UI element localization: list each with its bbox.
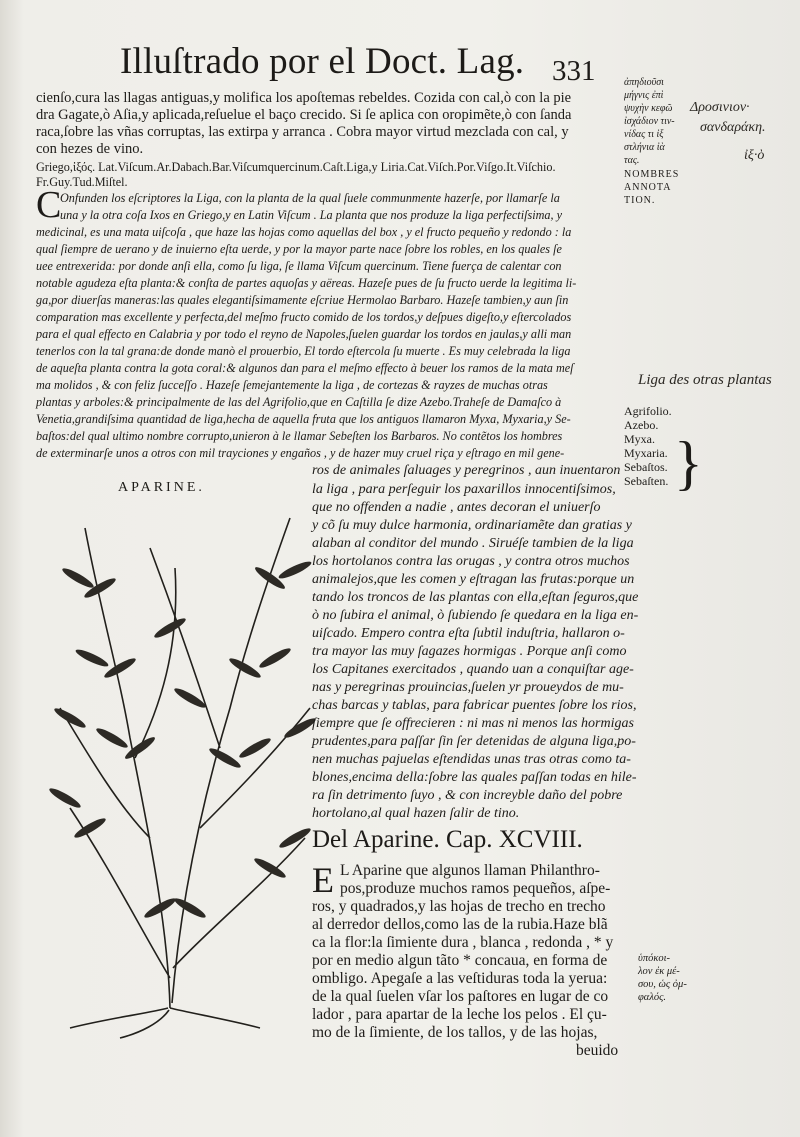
annotation-line: uee entrexerida: por donde anſi ella, como ſu liga, ſe llama Viſcum quercinum. Tiene fuerça de calentar con [36,259,562,273]
margin-annotation-label: NOMBRES ANNOTA TION. [624,169,680,206]
wrap-line: prudentes,para paſſar ſin ſer detenidas de alguna liga,po- [312,734,636,749]
chapter-line: al derredor dellos,como las de la rubia.Haze blã [312,916,608,933]
margin-greek-top: ἀπηδιοῦσι μήγνις ἐπὶ ψυχὴν κεφῶ ἰσχάδιον τιν- νίδας τι ἰξ στλήνια ἰὰ τας. [624,77,675,166]
margin-synonym: Sebaſten. [624,474,669,488]
wrap-line: alaban al conditor del mundo . Siruéſe tambien de la liga [312,536,634,551]
chapter-line: por en medio algun tãto * concaua, en forma de [312,952,608,969]
margin-synonym: Azebo. [624,418,659,432]
names-line: Griego,ἰξός. Lat.Viſcum.Ar.Dabach.Bar.Viſcumquercinum.Caſt.Liga,y Liria.Cat.Viſch.Por.Viſgo.It.Viſchio. [36,160,556,174]
handwritten-note: ἰξ·ὸ [744,148,765,163]
page-number: 331 [552,55,596,87]
annotation-line: para el qual effecto en Calabria y por todo el reyno de Napoles,ſuelen guardar los tordos en jaulas,y alli man [36,327,572,341]
annotation-line: Onfunden los eſcriptores la Liga, con la planta de la qual ſuele communmente hazerſe, por llamarſe la [60,191,560,205]
annotation-line: baſtos:del qual ultimo nombre corrupto,unieron à le llamar Sebeſten los Barbaros. No contẽtos los hombres [36,429,563,443]
wrap-line: uiſcado. Empero contra eſta ſubtil induſtria, hallaron o- [312,626,625,641]
wrap-line: nas y peregrinas prouincias,ſuelen yr proueydos de mu- [312,680,624,695]
handwritten-note: Liga des otras plantas [638,372,772,388]
annotation-line: ga,por diuerſas maneras:las quales elegantiſsimamente eſcriue Hermolao Barbaro. Hazeſe tambien,y aun ſin [36,293,569,307]
chapter-line: lador , para apartar de la leche los pelos . El çu- [312,1006,607,1023]
margin-synonym: Sebaſtos. [624,460,668,474]
names-line: Fr.Guy.Tud.Miſtel. [36,175,128,189]
wrap-line: ò no ſubira el animal, ò ſubiendo ſe quedara en la liga en- [312,608,639,623]
handwritten-note: Δροσινιον· [690,100,750,115]
annotation-line: notable agudeza eſta planta:& conſta de partes aquoſas y aëreas. Hazeſe pues de ſu fructo uerde la legitima li- [36,276,577,290]
annotation-line: comparation mas excellente y perfecta,del meſmo fructo comido de los tordos,y deſpues digeſto,y eſtercolados [36,310,572,324]
annotation-line: una y la otra coſa Ixos en Griego,y en Latin Viſcum . La planta que nos produze la liga perfectiſsima, y [60,208,562,222]
wrap-line: nen muchas pajuelas eſtendidas unas tras otras como ta- [312,752,631,767]
chapter-line: ros, y quadrados,y las hojas de trecho en trecho [312,898,606,915]
annotation-line: medicinal, es una mata uiſcoſa , que haze las hojas como aquellas del box , y el fructo pequeño y redondo : la [36,225,572,239]
margin-greek-bottom: ὑπόκοι- λον ἐκ μέ- σου, ὡς ὀμ- φαλός. [638,953,687,1003]
chapter-line: L Aparine que algunos llaman Philanthro- [340,862,600,879]
brace-mark: } [674,430,703,496]
wrap-line: ſiempre que ſe offrecieren : ni mas ni menos las hormigas [312,716,634,731]
margin-synonym: Agrifolio. [624,404,672,418]
wrap-line: los Capitanes exercitados , quando uan a conquiſtar age- [312,662,634,677]
annotation-line: Venetia,grandiſsima quantidad de liga,hecha de aquella fruta que los antiguos llamaron Myxa, Myxaria,y Se- [36,412,571,426]
chapter-line: ca la flor:la ſimiente dura , blanca , redonda , * y [312,934,614,951]
chapter-line: mo de la ſimiente, de los tallos, y de las hojas, [312,1024,598,1041]
chapter-drop-cap: E [312,860,334,900]
annotation-line: de exterminarſe unos a otros con mil trayciones y engaños , y de hazer muy cruel riça y eſtrago en mil gene- [36,446,565,460]
wrap-line: hortolano,al qual hazen ſalir de tino. [312,806,520,821]
body-line: con hezes de vino. [36,141,144,157]
wrap-line: y cõ ſu muy dulce harmonia, ordinariamẽte dan gratias y [312,518,632,533]
wrap-line: los hortolanos contra las orugas , y contra otros muchos [312,554,630,569]
annotation-line: tenerlos con la tal grana:de donde manò el prouerbio, El tordo eſtercola ſu muerte . Es muy celebrada la liga [36,344,571,358]
chapter-heading: Del Aparine. Cap. XCVIII. [312,826,583,853]
aparine-woodcut-illustration [30,508,320,1043]
body-line: dra Gagate,ò Aſia,y aplicada,reſuelue el baço crecido. Si ſe aplica con oropimẽte,ò con ſanda [36,107,572,123]
wrap-line: que no offenden a nadie , antes decoran el uniuerſo [312,500,601,515]
wrap-line: ra ſin detrimento ſuyo , & con increyble daño del pobre [312,788,623,803]
body-line: cienſo,cura las llagas antiguas,y molifica los apoſtemas rebeldes. Cozida con cal,ò con la pie [36,90,572,106]
wrap-line: ros de animales ſaluages y peregrinos , aun inuentaron [312,463,621,478]
annotation-drop-cap: C [36,184,62,226]
chapter-line: ombligo. Apegaſe a las veſtiduras toda la yerua: [312,970,608,987]
annotation-line: qual ſiempre de uerano y de inuierno eſta uerde, y por la mayor parte nace ſobre los robles, en los quales ſe [36,242,562,256]
margin-synonym: Myxaria. [624,446,668,460]
wrap-line: animalejos,que les comen y eſtragan las frutas:porque un [312,572,635,587]
wrap-line: tando los troncos de las plantas con ella,eſtan ſeguros,que [312,590,639,605]
chapter-line: pos,produze muchos ramos pequeños, aſpe- [340,880,611,897]
annotation-line: ma molidos , & con feliz ſucceſſo . Hazeſe ſemejantemente la liga , de cortezas & rayzes de muchas otras [36,378,548,392]
body-line: raca,ſobre las vñas corruptas, las extirpa y arranca . Cobra mayor virtud mezclada con cal, y [36,124,569,140]
chapter-line: de la qual ſuelen vſar los paſtores en lugar de co [312,988,609,1005]
annotation-line: plantas y arboles:& principalmente de las del Agrifolio,que en Caſtilla ſe dize Azebo.Traheſe de Damaſco à [36,395,562,409]
wrap-line: tra mayor las muy ſagazes hormigas . Porque anſi como [312,644,627,659]
running-head: Illuſtrado por el Doct. Lag. [120,41,525,82]
plant-caption: APARINE. [118,480,205,495]
wrap-line: la liga , para perſeguir los paxarillos innocentiſsimos, [312,482,616,497]
handwritten-note: σανδαράκη. [700,120,766,135]
wrap-line: blones,encima della:ſobre las quales paſſan todas en hile- [312,770,637,785]
catchword: beuido [576,1042,619,1059]
wrap-line: chas barcas y tablas, para fabricar puentes ſobre los rios, [312,698,637,713]
margin-synonym: Myxa. [624,432,655,446]
annotation-line: de aqueſta planta contra la gota coral:& algunos dan para el meſmo effecto à beuer los ramos de la mata meſ [36,361,574,375]
